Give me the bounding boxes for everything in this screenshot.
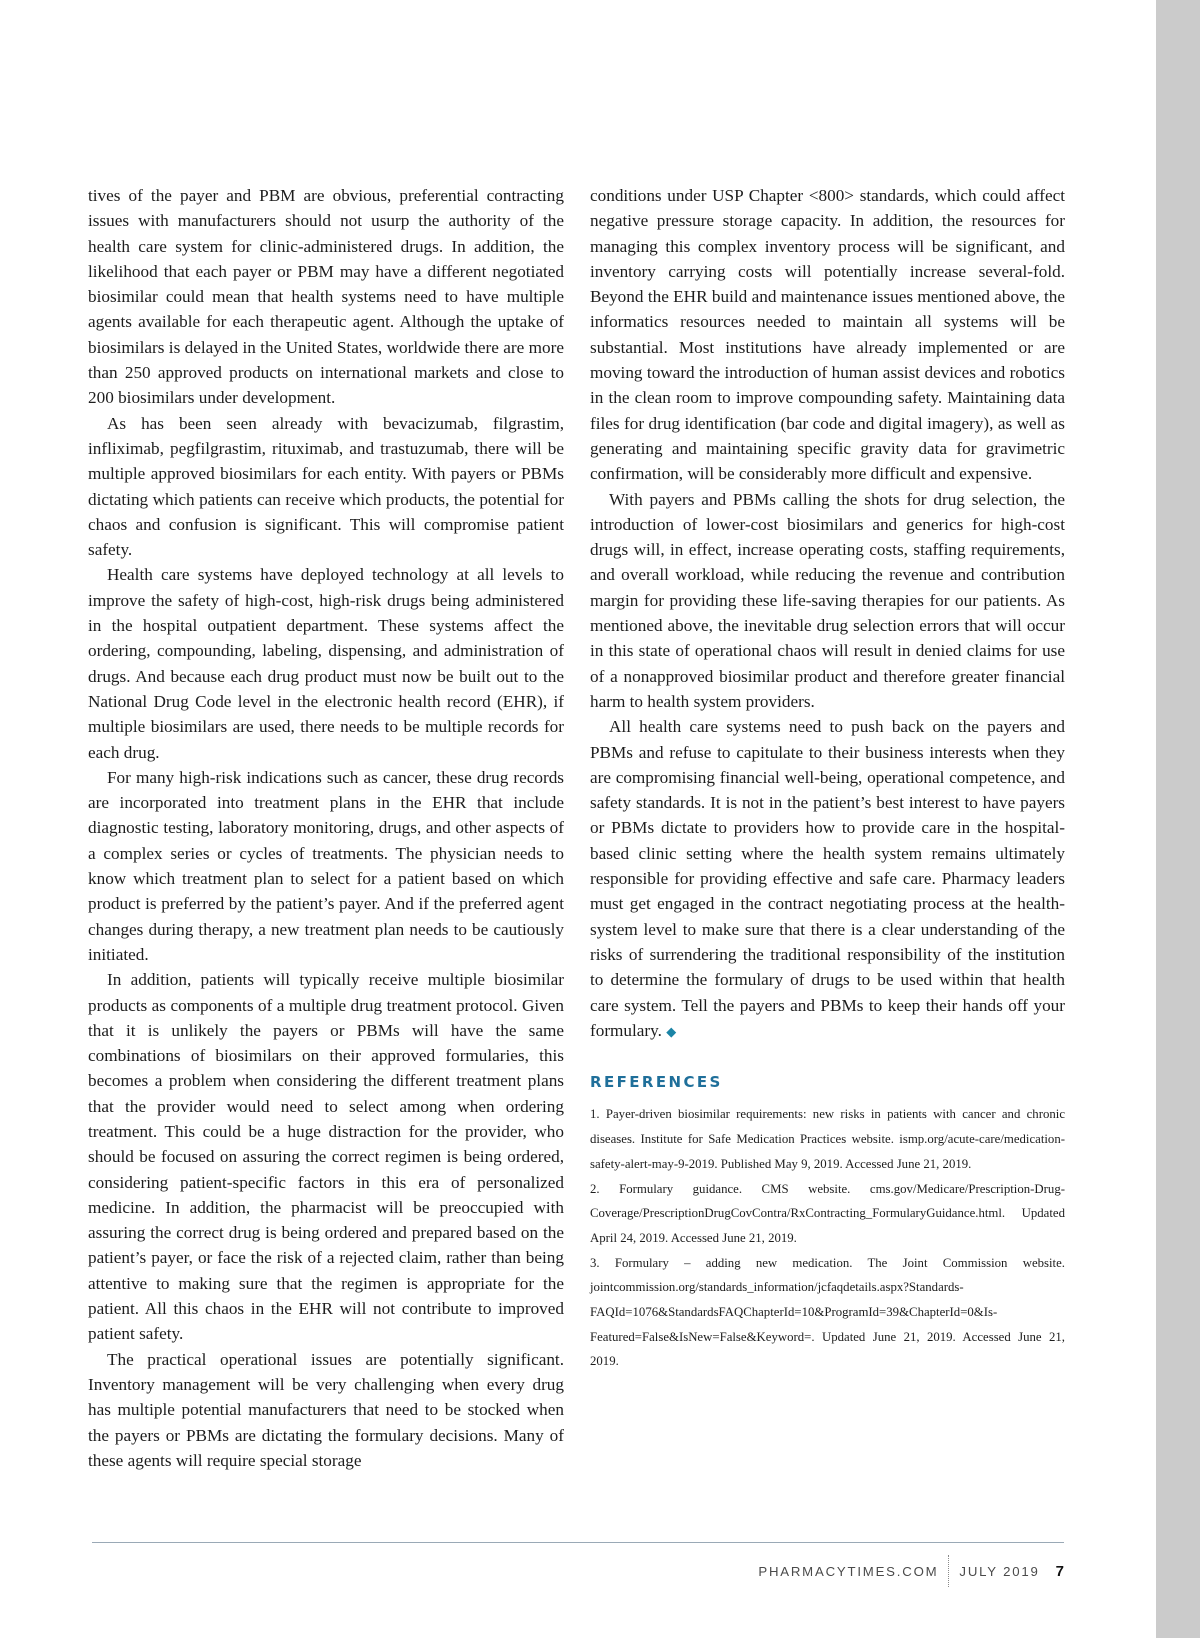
reference-item: 2. Formulary guidance. CMS website. cms.gov/Medicare/Prescription-Drug-Coverage/PrescriptionDrugCovContra/RxContracting_FormularyGuidance.html. Updated April 24, 2019. Accessed June 21, 2019. <box>590 1181 1065 1245</box>
final-paragraph <box>590 714 1065 1044</box>
end-mark-icon: ◆ <box>666 1023 677 1039</box>
paragraph: For many high-risk indications such as cancer, these drug records are incorporated into treatment plans in the EHR that include diagnostic testing, laboratory monitoring, drugs, and other aspects of a complex series or cycles of treatments. The physician needs to know which treatment plan to select for a patient based on which product is preferred by the patient’s payer. And if the preferred agent changes during therapy, a new treatment plan needs to be cautiously initiated. <box>88 767 564 964</box>
paragraph: tives of the payer and PBM are obvious, preferential contracting issues with manufacturers should not usurp the authority of the health care system for clinic-administered drugs. In addition, the likelihood that each payer or PBM may have a different negotiated biosimilar could mean that health systems need to have multiple agents available for each therapeutic agent. Although the uptake of biosimilars is delayed in the United States, worldwide there are more than 250 approved products on international markets and close to 200 biosimilars under development. <box>88 186 564 408</box>
article-column-right <box>590 183 1065 1374</box>
paragraph: The practical operational issues are potentially significant. Inventory management will be very challenging when every drug has multiple potential manufacturers that need to be stocked when the payers or PBMs are dictating the formulary decisions. Many of these agents will require special storage <box>88 1349 564 1470</box>
paragraph: Health care systems have deployed technology at all levels to improve the safety of high-cost, high-risk drugs being administered in the hospital outpatient department. These systems affect the ordering, compounding, labeling, dispensing, and administration of drugs. And because each drug product must now be built out to the National Drug Code level in the electronic health record (EHR), if multiple biosimilars are used, there needs to be multiple records for each drug. <box>88 565 564 762</box>
paragraph-text: All health care systems need to push back on the payers and PBMs and refuse to capitulate to their business interests when they are compromising financial well-being, operational competence, and safety standards. It is not in the patient’s best interest to have payers or PBMs dictate to providers how to provide care in the hospital-based clinic setting where the health system remains ultimately responsible for providing effective and safe care. Pharmacy leaders must get engaged in the contract negotiating process at the health-system level to make sure that there is a clear understanding of the risks of surrendering the traditional responsibility of the institution to determine the formulary of drugs to be used within that health care system. Tell the payers and PBMs to keep their hands off your formulary. <box>590 717 1065 1040</box>
footer-issue: JULY 2019 <box>959 1563 1040 1579</box>
paragraph: As has been seen already with bevacizumab, filgrastim, infliximab, pegfilgrastim, rituximab, and trastuzumab, there will be multiple approved biosimilars for each entity. With payers or PBMs dictating which patients can receive which products, the potential for chaos and confusion is significant. This will compromise patient safety. <box>88 413 564 560</box>
reference-item: 3. Formulary – adding new medication. The Joint Commission website. jointcommission.org/standards_information/jcfaqdetails.aspx?StandardsFAQId=1076&StandardsFAQChapterId=10&ProgramId=39&ChapterId=0&IsFeatured=False&IsNew=False&Keyword=. Updated June 21, 2019. Accessed June 21, 2019. <box>590 1255 1065 1369</box>
paragraph: In addition, patients will typically receive multiple biosimilar products as components of a multiple drug treatment protocol. Given that it is unlikely the payers or PBMs will have the same combinations of biosimilars on their approved formularies, this becomes a problem when considering the different treatment plans that the provider would need to select among when ordering treatment. This could be a huge distraction for the provider, who should be focused on assuring the correct regimen is being ordered, considering patient-specific factors in this era of personalized medicine. In addition, the pharmacist will be preoccupied with assuring the correct drug is being ordered and prepared based on the patient’s payer, or face the risk of a rejected claim, rather than being attentive to making sure that the regimen is appropriate for the patient. All this chaos in the EHR will not contribute to improved patient safety. <box>88 970 564 1344</box>
footer-site: PHARMACYTIMES.COM <box>758 1563 939 1579</box>
page-edge-strip <box>1156 0 1200 1638</box>
footer-divider <box>92 1542 1064 1543</box>
page-number: 7 <box>1055 1562 1064 1580</box>
article-column-left <box>88 183 564 1473</box>
references-list <box>590 1102 1065 1374</box>
references-heading: REFERENCES <box>590 1073 723 1092</box>
paragraph: With payers and PBMs calling the shots for drug selection, the introduction of lower-cost biosimilars and generics for high-cost drugs will, in effect, increase operating costs, staffing requirements, and overall workload, while reducing the revenue and contribution margin for providing these life-saving therapies for our patients. As mentioned above, the inevitable drug selection errors that will occur in this state of operational chaos will result in denied claims for use of a nonapproved biosimilar product and therefore greater financial harm to health system providers. <box>590 489 1065 711</box>
footer-separator <box>948 1555 949 1587</box>
reference-item: 1. Payer-driven biosimilar requirements: new risks in patients with cancer and chronic diseases. Institute for Safe Medication Practices website. ismp.org/acute-care/medication-safety-alert-may-9-2019. Published May 9, 2019. Accessed June 21, 2019. <box>590 1107 1065 1171</box>
page-footer <box>758 1558 1064 1584</box>
paragraph: conditions under USP Chapter <800> standards, which could affect negative pressure storage capacity. In addition, the resources for managing this complex inventory process will be significant, and inventory carrying costs will potentially increase several-fold. Beyond the EHR build and maintenance issues mentioned above, the informatics resources needed to maintain all systems will be substantial. Most institutions have already implemented or are moving toward the introduction of human assist devices and robotics in the clean room to improve compounding safety. Maintaining data files for drug identification (bar code and digital imagery), as well as generating and maintaining specific gravity data for gravimetric confirmation, will be considerably more difficult and expensive. <box>590 186 1065 484</box>
